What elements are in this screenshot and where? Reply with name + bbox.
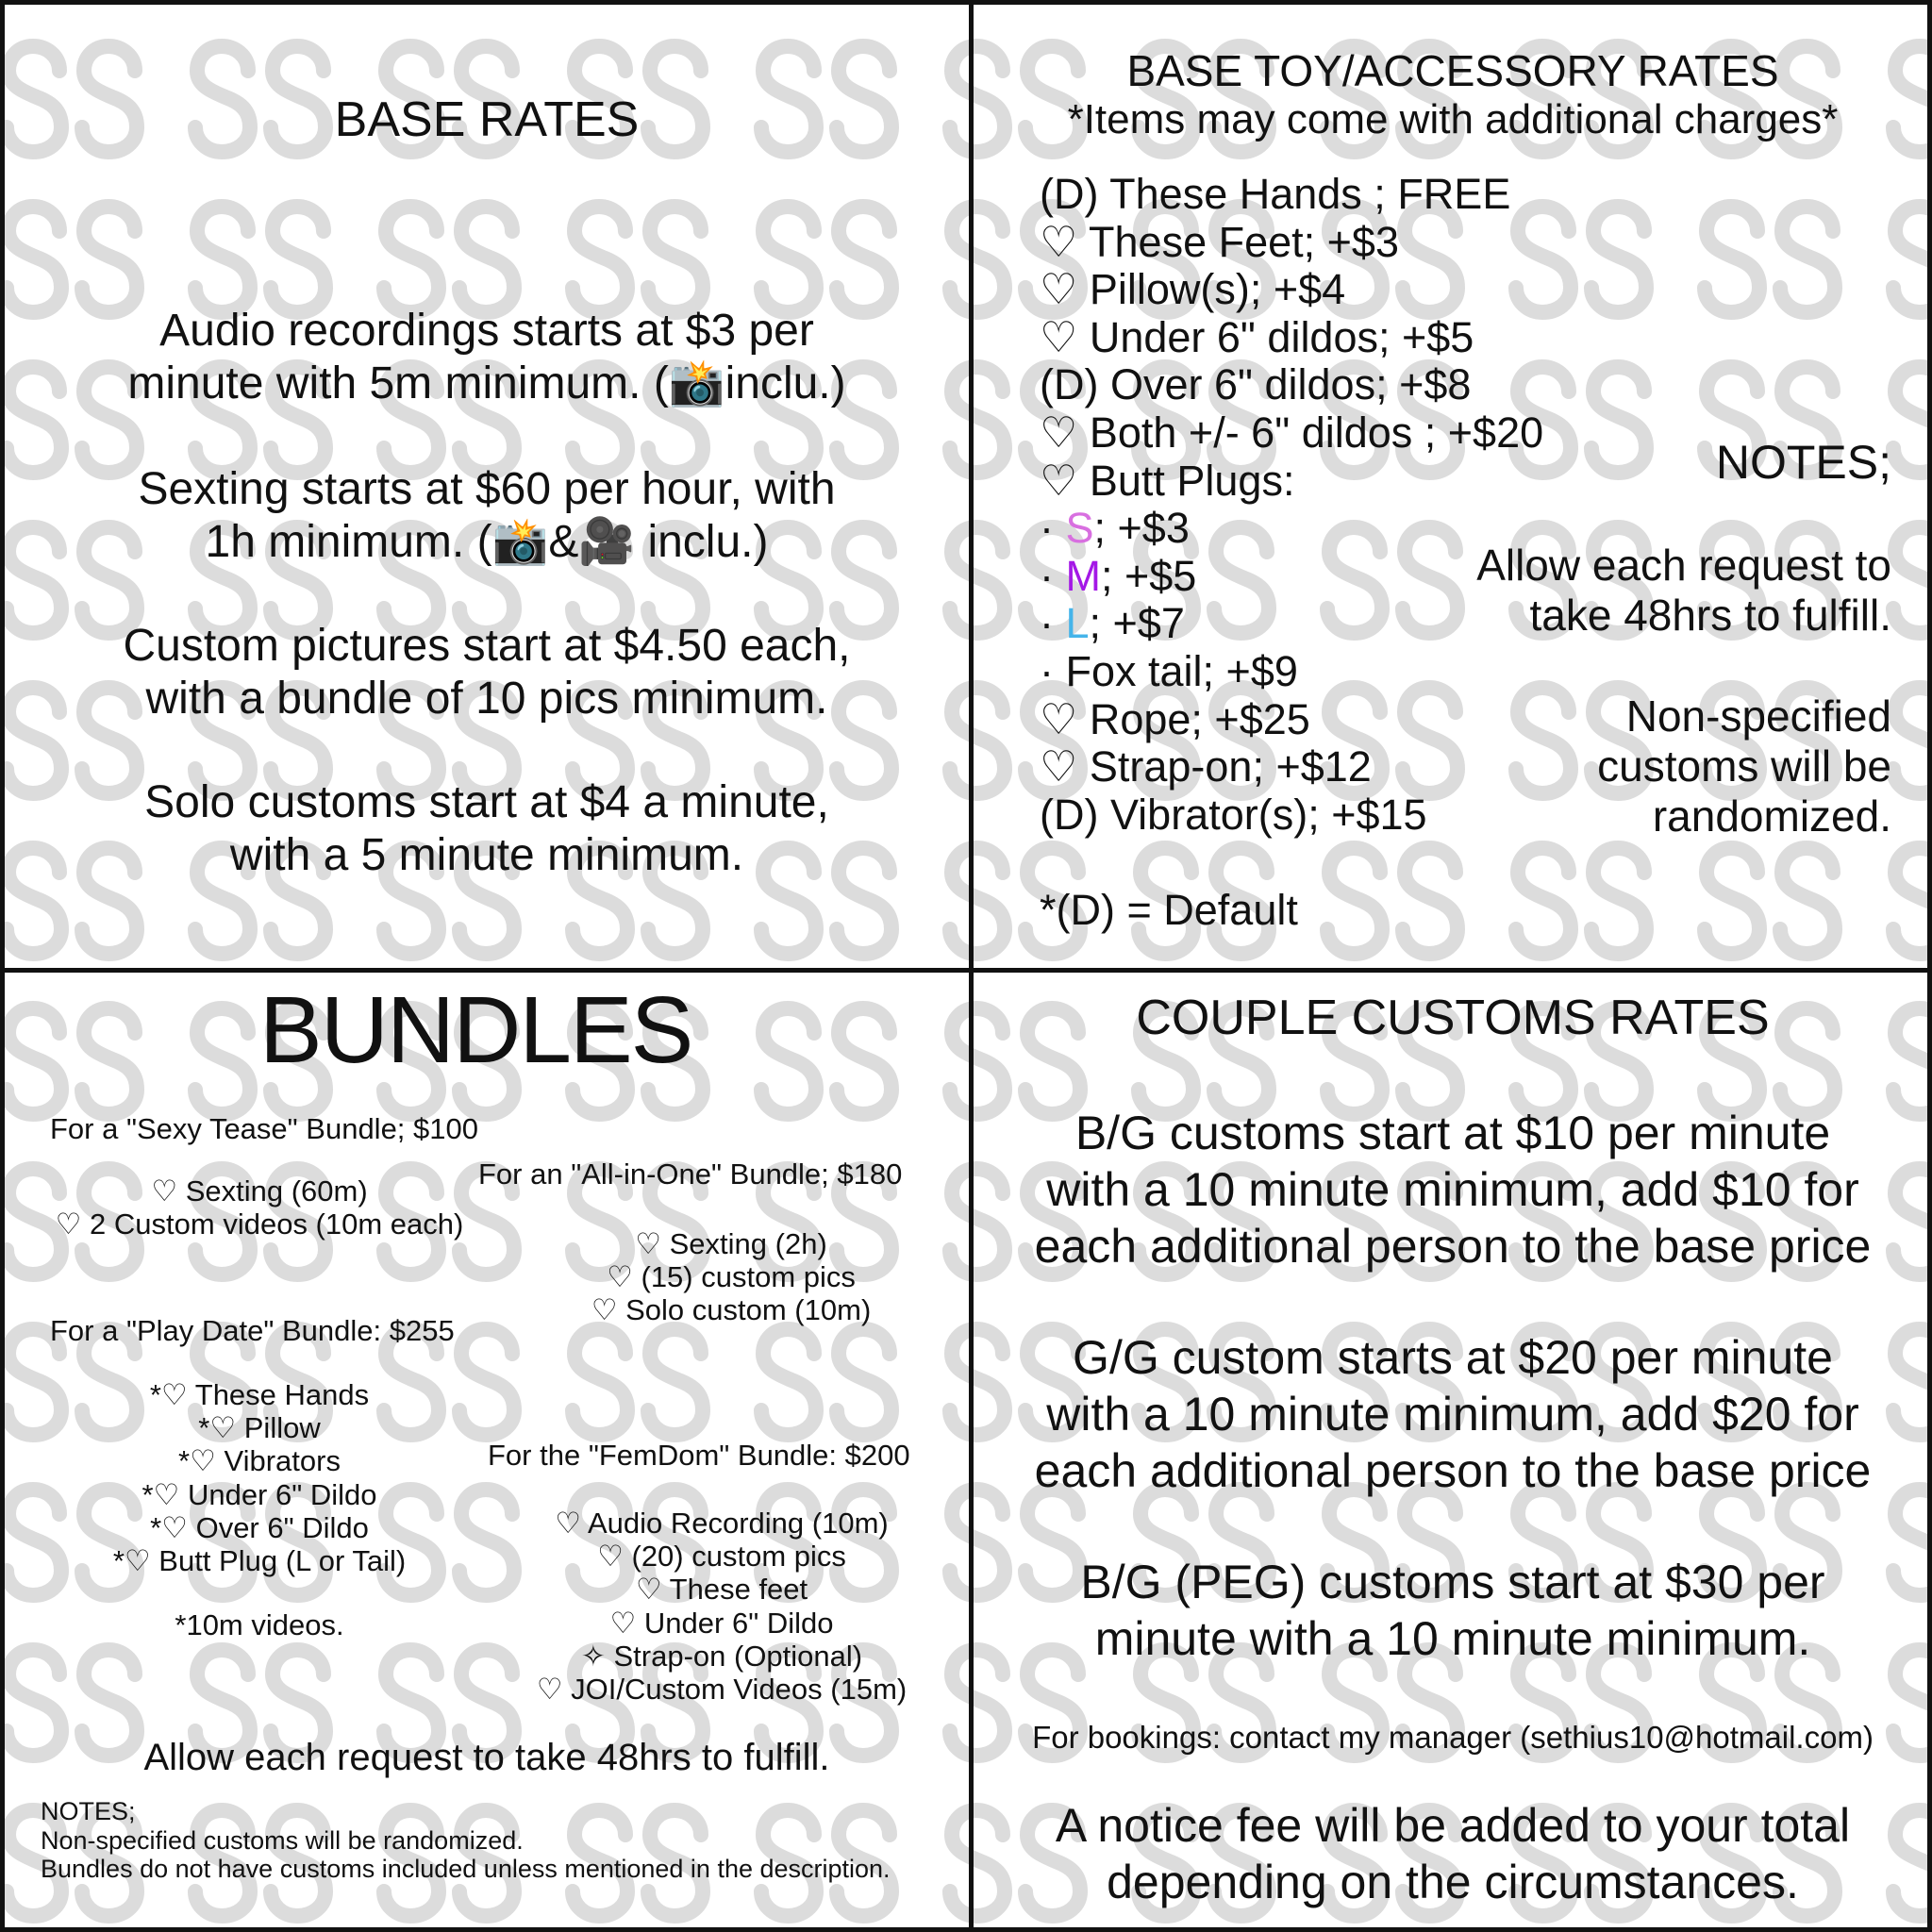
gg-customs-text bbox=[974, 1329, 1932, 1499]
toy-rates-title: BASE TOY/ACCESSORY RATES bbox=[1126, 46, 1779, 95]
size-label-l: L bbox=[1065, 599, 1090, 648]
toy-item: (D) Over 6" dildos; +$8 bbox=[1040, 360, 1472, 409]
bullet: · bbox=[1040, 504, 1066, 553]
sexy-tease-items bbox=[42, 1174, 476, 1241]
notice-fee-line-2: depending on the circumstances. bbox=[1107, 1856, 1799, 1908]
toy-rates-subtitle: *Items may come with additional charges* bbox=[1067, 96, 1839, 142]
toy-notes-random-line-1: Non-specified bbox=[1625, 691, 1891, 741]
bundle-item: ♡ 2 Custom videos (10m each) bbox=[55, 1208, 464, 1241]
solo-rate-line-2: with a 5 minute minimum. bbox=[229, 830, 744, 880]
base-rates-panel bbox=[5, 5, 969, 968]
toy-item: · Fox tail; +$9 bbox=[1040, 646, 1298, 695]
bundle-item: ✧ Strap-on (Optional) bbox=[580, 1639, 863, 1673]
toy-notes-randomized bbox=[1363, 691, 1891, 841]
audio-rate-line-2: minute with 5m minimum. (📸inclu.) bbox=[127, 358, 846, 408]
base-rates-title: BASE RATES bbox=[334, 92, 640, 147]
gg-line-3: each additional person to the base price bbox=[1034, 1444, 1872, 1497]
toy-notes-fulfill bbox=[1363, 541, 1891, 641]
bg-line-3: each additional person to the base price bbox=[1034, 1220, 1872, 1273]
femdom-items bbox=[486, 1507, 958, 1706]
bundles-panel bbox=[5, 973, 969, 1929]
notice-fee-text bbox=[974, 1797, 1932, 1910]
toy-notes-title: NOTES; bbox=[1715, 436, 1891, 489]
bg-customs-text bbox=[974, 1105, 1932, 1274]
bundles-title: BUNDLES bbox=[259, 977, 692, 1083]
bundle-item: *♡ Over 6" Dildo bbox=[150, 1510, 369, 1544]
toy-item: ♡ Rope; +$25 bbox=[1040, 694, 1310, 743]
toy-notes-random-line-3: randomized. bbox=[1652, 791, 1891, 841]
bundle-item: ♡ Solo custom (10m) bbox=[591, 1293, 872, 1327]
bundles-notes bbox=[41, 1797, 891, 1884]
play-date-items bbox=[42, 1378, 476, 1577]
bundle-item: *♡ Butt Plug (L or Tail) bbox=[112, 1544, 407, 1578]
bundle-item: *♡ Under 6" Dildo bbox=[142, 1477, 377, 1511]
size-price-s: ; +$3 bbox=[1093, 504, 1190, 553]
size-price-m: ; +$5 bbox=[1101, 551, 1197, 600]
bundles-notes-line-2: Bundles do not have customs included unless mentioned in the description. bbox=[41, 1855, 891, 1883]
bundle-item: *♡ Pillow bbox=[198, 1411, 321, 1445]
all-in-one-items bbox=[514, 1227, 948, 1327]
toy-item: ♡ Both +/- 6" dildos ; +$20 bbox=[1040, 408, 1544, 457]
peg-line-2: minute with a 10 minute minimum. bbox=[1094, 1612, 1811, 1665]
toy-notes-fulfill-line-1: Allow each request to bbox=[1476, 541, 1891, 590]
toy-item: ♡ Butt Plugs: bbox=[1040, 456, 1295, 505]
pictures-rate-line-1: Custom pictures start at $4.50 each, bbox=[123, 621, 851, 671]
toy-notes-random-line-2: customs will be bbox=[1597, 741, 1891, 791]
solo-rate-line-1: Solo customs start at $4 a minute, bbox=[144, 777, 829, 827]
solo-rate-text bbox=[33, 776, 941, 882]
bg-line-2: with a 10 minute minimum, add $10 for bbox=[1046, 1163, 1859, 1216]
toy-item: (D) These Hands ; FREE bbox=[1040, 170, 1511, 218]
sexting-rate-line-2: 1h minimum. (📸&🎥 inclu.) bbox=[205, 517, 769, 567]
bundle-item: ♡ JOI/Custom Videos (15m) bbox=[536, 1673, 908, 1707]
toy-item: (D) Vibrator(s); +$15 bbox=[1040, 790, 1427, 839]
audio-rate-line-1: Audio recordings starts at $3 per bbox=[159, 306, 814, 356]
bullet: · bbox=[1040, 599, 1066, 648]
pictures-rate-text bbox=[33, 620, 941, 725]
toy-notes-fulfill-line-2: take 48hrs to fulfill. bbox=[1529, 591, 1891, 640]
bundle-item: *♡ Vibrators bbox=[178, 1444, 341, 1478]
sexting-rate-text bbox=[33, 463, 941, 569]
gg-line-1: G/G custom starts at $20 per minute bbox=[1073, 1331, 1833, 1384]
bundle-item: ♡ Audio Recording (10m) bbox=[555, 1507, 889, 1540]
bundle-item: ♡ (15) custom pics bbox=[607, 1260, 856, 1294]
bundle-item: ♡ Sexting (60m) bbox=[151, 1174, 368, 1208]
bullet: · bbox=[1040, 551, 1066, 600]
size-label-s: S bbox=[1065, 504, 1094, 553]
toy-item: ♡ Strap-on; +$12 bbox=[1040, 742, 1372, 791]
booking-contact: For bookings: contact my manager (sethius10@hotmail.com) bbox=[1032, 1720, 1874, 1755]
bg-line-1: B/G customs start at $10 per minute bbox=[1074, 1107, 1831, 1159]
sexting-rate-line-1: Sexting starts at $60 per hour, with bbox=[138, 464, 836, 514]
toy-rates-panel bbox=[974, 5, 1932, 968]
bundle-item: *♡ These Hands bbox=[149, 1378, 370, 1411]
all-in-one-header: For an "All-in-One" Bundle; $180 bbox=[478, 1158, 903, 1191]
peg-line-1: B/G (PEG) customs start at $30 per bbox=[1080, 1556, 1825, 1608]
size-label-m: M bbox=[1065, 551, 1101, 600]
pictures-rate-line-2: with a bundle of 10 pics minimum. bbox=[145, 674, 828, 724]
audio-rate-text bbox=[33, 305, 941, 410]
toy-item: ♡ Pillow(s); +$4 bbox=[1040, 265, 1346, 314]
peg-customs-text bbox=[974, 1554, 1932, 1667]
play-date-header: For a "Play Date" Bundle: $255 bbox=[50, 1314, 455, 1347]
couple-customs-title: COUPLE CUSTOMS RATES bbox=[1136, 991, 1770, 1045]
couple-customs-panel bbox=[974, 973, 1932, 1929]
bundle-item: ♡ Sexting (2h) bbox=[635, 1227, 827, 1260]
toy-item: ♡ Under 6" dildos; +$5 bbox=[1040, 312, 1474, 361]
toy-item: ♡ These Feet; +$3 bbox=[1040, 217, 1399, 266]
bundle-item: ♡ These feet bbox=[635, 1573, 808, 1607]
bundle-item: ♡ Under 6" Dildo bbox=[609, 1606, 834, 1640]
default-legend: *(D) = Default bbox=[1040, 886, 1298, 934]
sexy-tease-header: For a "Sexy Tease" Bundle; $100 bbox=[50, 1112, 478, 1145]
bundles-notes-title: NOTES; bbox=[41, 1797, 136, 1825]
size-price-l: ; +$7 bbox=[1089, 599, 1185, 648]
bundles-notes-line-1: Non-specified customs will be randomized. bbox=[41, 1825, 524, 1855]
play-date-footnote: *10m videos. bbox=[175, 1608, 344, 1641]
gg-line-2: with a 10 minute minimum, add $20 for bbox=[1046, 1388, 1859, 1441]
bundle-item: ♡ (20) custom pics bbox=[597, 1540, 846, 1574]
notice-fee-line-1: A notice fee will be added to your total bbox=[1055, 1799, 1851, 1852]
femdom-header: For the "FemDom" Bundle: $200 bbox=[488, 1439, 910, 1472]
bundles-allow-note: Allow each request to take 48hrs to fulfill. bbox=[143, 1737, 830, 1778]
